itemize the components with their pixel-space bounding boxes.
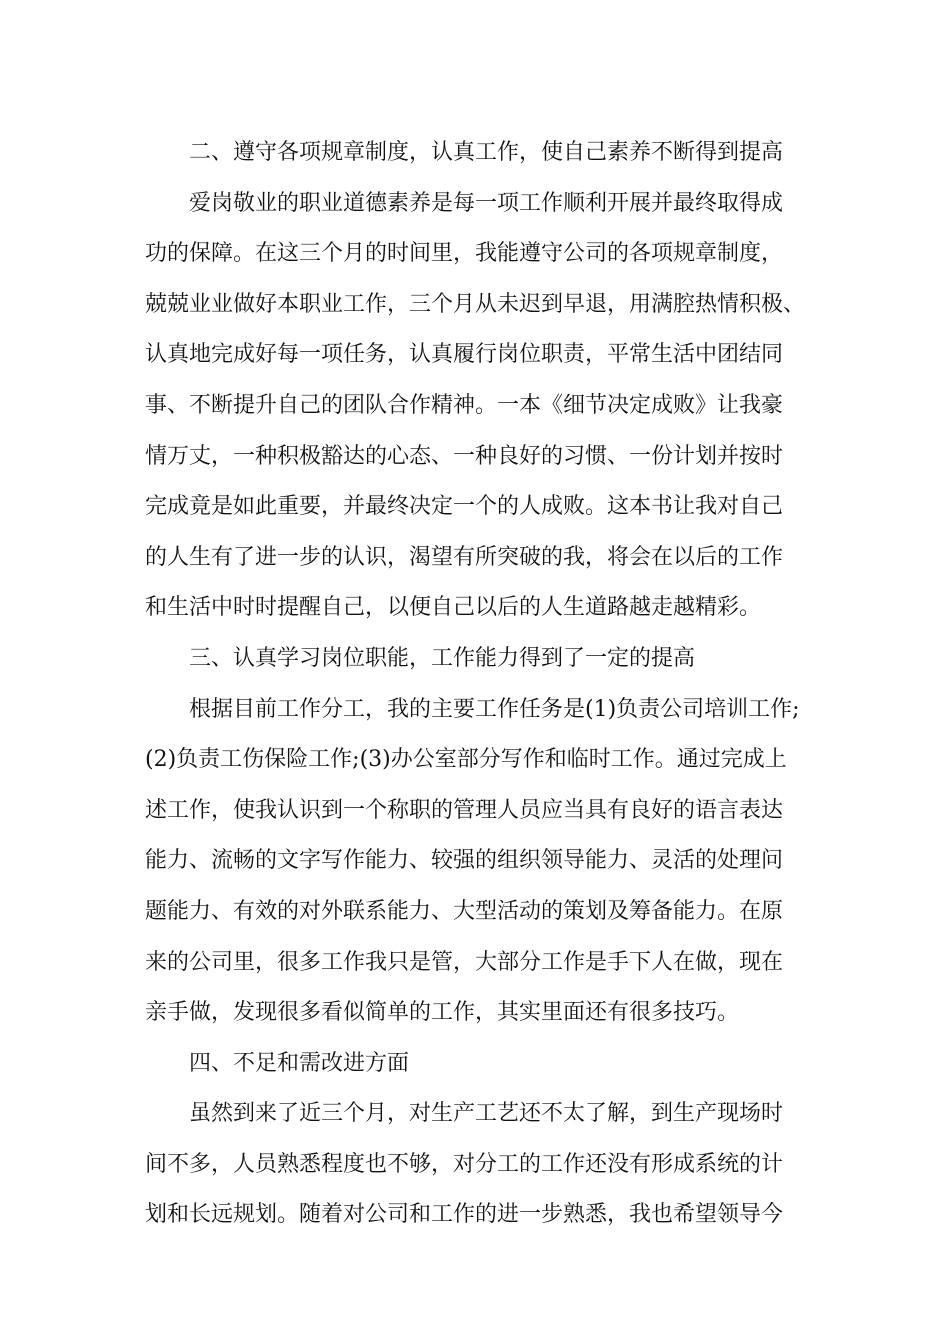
section-4	[145, 1039, 805, 1241]
section-heading: 三、认真学习岗位职能，工作能力得到了一定的提高	[189, 645, 696, 671]
paragraph-line: 爱岗敬业的职业道德素养是每一项工作顺利开展并最终取得成	[189, 190, 784, 216]
paragraph-line: 划和长远规划。随着对公司和工作的进一步熟悉，我也希望领导今	[145, 1202, 784, 1228]
paragraph-line: 根据目前工作分工，我的主要工作任务是(1)负责公司培训工作;	[189, 696, 800, 722]
paragraph-line: 能力、流畅的文字写作能力、较强的组织领导能力、灵活的处理问	[145, 848, 784, 874]
paragraph-line: 题能力、有效的对外联系能力、大型活动的策划及筹备能力。在原	[145, 898, 784, 924]
paragraph-line: 的人生有了进一步的认识，渴望有所突破的我，将会在以后的工作	[145, 544, 784, 570]
section-3	[145, 634, 805, 1039]
paragraph-line: 虽然到来了近三个月，对生产工艺还不太了解，到生产现场时	[189, 1101, 784, 1127]
paragraph-line: 间不多，人员熟悉程度也不够，对分工的工作还没有形成系统的计	[145, 1151, 784, 1177]
paragraph-line: 和生活中时时提醒自己，以便自己以后的人生道路越走越精彩。	[145, 595, 762, 621]
paragraph-line: (2)负责工伤保险工作;(3)办公室部分写作和临时工作。通过完成上	[145, 747, 787, 773]
paragraph-line: 功的保障。在这三个月的时间里，我能遵守公司的各项规章制度，	[145, 241, 784, 267]
section-heading: 四、不足和需改进方面	[189, 1050, 410, 1076]
paragraph-line: 完成竟是如此重要，并最终决定一个的人成败。这本书让我对自己	[145, 494, 784, 520]
paragraph-line: 来的公司里，很多工作我只是管，大部分工作是手下人在做，现在	[145, 949, 784, 975]
paragraph-line: 亲手做，发现很多看似简单的工作，其实里面还有很多技巧。	[145, 1000, 740, 1026]
section-2	[145, 128, 805, 634]
paragraph-line: 兢兢业业做好本职业工作，三个月从未迟到早退，用满腔热情积极、	[145, 291, 806, 317]
paragraph-line: 事、不断提升自己的团队合作精神。一本《细节决定成败》让我豪	[145, 392, 784, 418]
section-heading: 二、遵守各项规章制度，认真工作，使自己素养不断得到提高	[189, 140, 784, 165]
paragraph-line: 认真地完成好每一项任务，认真履行岗位职责，平常生活中团结同	[145, 342, 784, 368]
paragraph-line: 述工作，使我认识到一个称职的管理人员应当具有良好的语言表达	[145, 797, 784, 823]
paragraph-line: 情万丈，一种积极豁达的心态、一种良好的习惯、一份计划并按时	[145, 443, 784, 469]
document-body	[145, 128, 805, 1241]
